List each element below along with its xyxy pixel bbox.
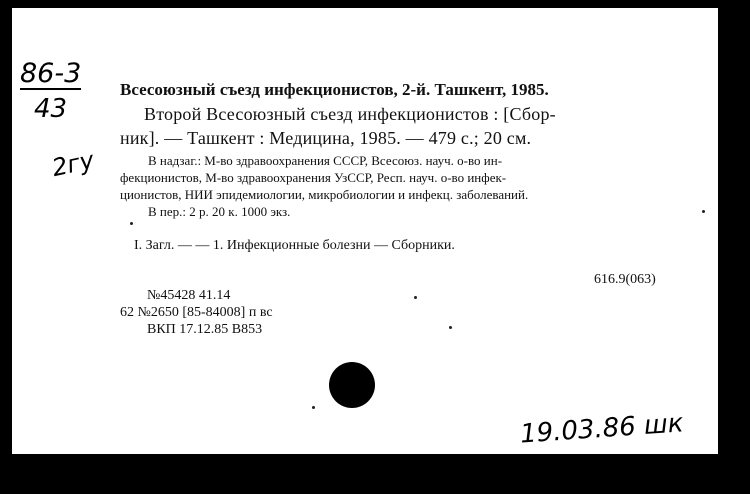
margin-note: 2гу <box>49 145 97 183</box>
title-line-1: Второй Всесоюзный съезд инфекционистов : [Сбор- <box>144 104 556 124</box>
note-line-4: В пер.: 2 р. 20 к. 1000 экз. <box>148 204 291 219</box>
scan-speck <box>312 406 315 409</box>
author-heading-text: Всесоюзный съезд инфекционистов, 2-й. Ташкент, 1985. <box>120 80 549 99</box>
record-line-3: ВКП 17.12.85 В853 <box>147 322 263 337</box>
date-stamp: 19.03.86 шк <box>519 408 685 450</box>
record-line-1: №45428 41.14 <box>147 288 231 303</box>
scan-speck <box>702 210 705 213</box>
tracings: I. Загл. — — 1. Инфекционные болезни — Сборники. <box>134 238 455 253</box>
scan-speck <box>130 222 133 225</box>
classification-number: 616.9(063) <box>594 272 656 287</box>
shelf-mark-bottom: 43 <box>34 94 68 124</box>
catalog-card <box>12 8 718 454</box>
scan-speck <box>414 296 417 299</box>
punch-hole <box>329 362 375 408</box>
shelf-mark-top: 86-3 <box>20 58 82 89</box>
title-line-2: ник]. — Ташкент : Медицина, 1985. — 479 с.; 20 см. <box>120 128 532 148</box>
record-line-2: 62 №2650 [85-84008] п вс <box>120 305 273 320</box>
note-line-2: фекционистов, М-во здравоохранения УзССР, Респ. науч. о-во инфек- <box>120 170 507 185</box>
note-line-1: В надзаг.: М-во здравоохранения СССР, Всесоюз. науч. о-во ин- <box>148 153 503 168</box>
scan-speck <box>449 326 452 329</box>
author-heading <box>120 80 549 100</box>
note-line-3: ционистов, НИИ эпидемиологии, микробиологии и инфекц. заболеваний. <box>120 187 529 202</box>
